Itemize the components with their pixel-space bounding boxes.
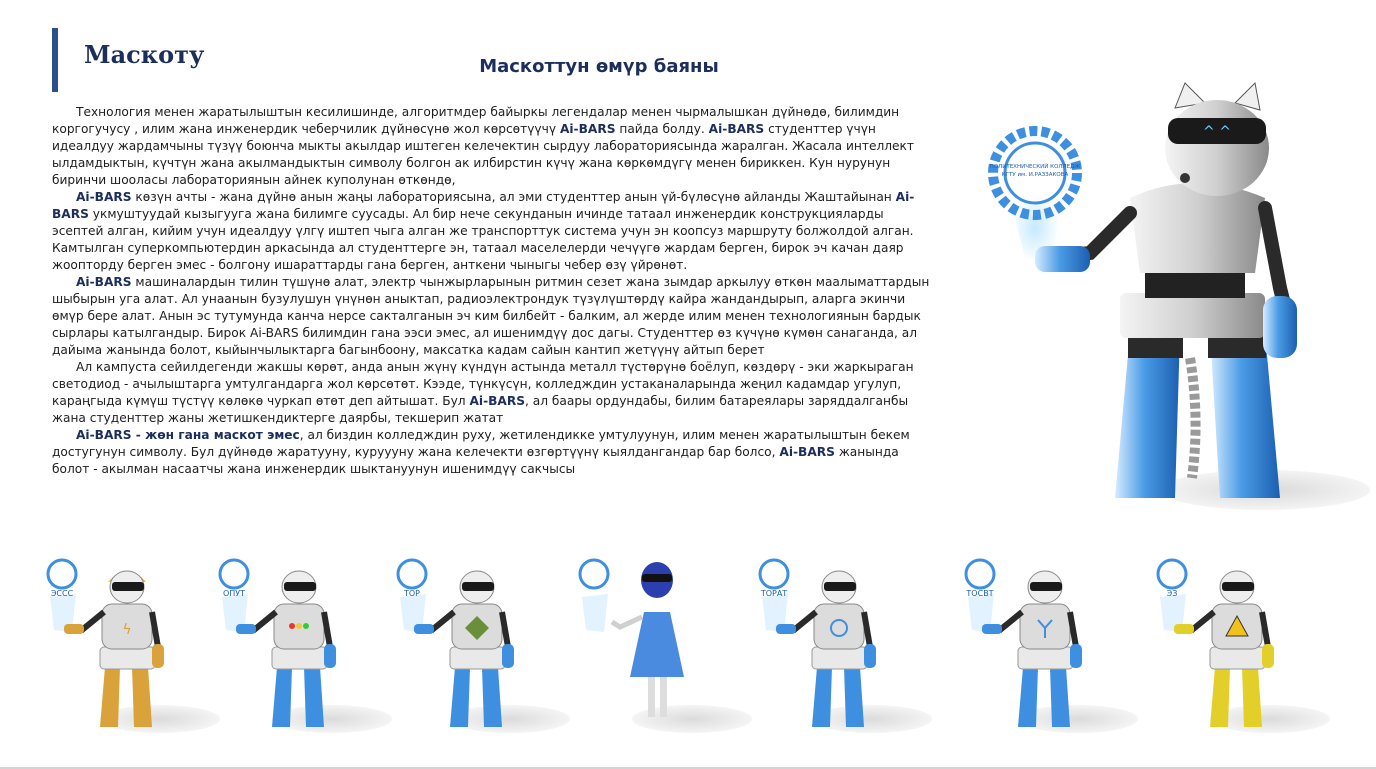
mascot-name: Ai-BARS (52, 190, 915, 221)
hips (812, 647, 867, 669)
mascot-figure (752, 552, 922, 742)
mascot-figure (572, 552, 742, 742)
mascot-name: Ai-BARS (708, 122, 765, 136)
leg (132, 667, 152, 727)
story-text: , ал баары ордундабы, билим батареялары заряддалганбы жана студенттер жаны жетишкендиктерге даярбы, текшерип жатат (52, 394, 909, 425)
arm (1262, 612, 1268, 647)
leg (100, 667, 120, 727)
leg (304, 667, 324, 727)
visor (284, 582, 316, 591)
arm (1070, 612, 1076, 647)
leg (1050, 667, 1070, 727)
story-text: , ал биздин колледждин руху, жетилендикке умтулуунун, илим менен жаратылыштын бекем достугунун символу. Бул дүйнөдө жаратууну, куруууну жана келечекти өзгөртүүнү кыялдангандар бар болсо, (52, 428, 910, 459)
hand (776, 624, 796, 634)
department-logo-icon (398, 560, 426, 588)
arm (864, 612, 870, 647)
mascot-name: Ai-BARS - жөн гана маскот эмес (76, 428, 300, 442)
visor (1222, 582, 1254, 591)
hand (236, 624, 256, 634)
story-text: көзүн ачты - жана дүйнө анын жаңы лабораториясына, ал эми студенттер анын үй-бүлөсүнө айланды Жаштайынан (131, 190, 896, 204)
hero-eyes: ^ ^ (1203, 124, 1231, 140)
department-label: ЭССС (50, 589, 74, 598)
story-paragraph-5 (52, 427, 932, 478)
hero-mascot-illustration (980, 78, 1350, 518)
visor (1030, 582, 1062, 591)
hips (100, 647, 155, 669)
department-label: ОПУТ (222, 589, 246, 598)
dress (630, 612, 684, 677)
leg (1242, 667, 1262, 727)
arm (502, 612, 508, 647)
hand (152, 644, 164, 668)
story-text: Технология менен жаратылыштын кесилишинде, алгоритмдер байыркы легендалар менен чырмалышкан дүйнөдө, билимдин коргогучусу , илим жана инженердик чеберчилик дүйнөсүнө жол көрсөтүүчү (52, 105, 900, 136)
leg (660, 677, 667, 717)
arm (324, 612, 330, 647)
mascot-figure (212, 552, 382, 742)
hand (1174, 624, 1194, 634)
visor (462, 582, 494, 591)
leg (482, 667, 502, 727)
story-text: укмуштуудай кызыгууга жана билимге суусады. Ал бир нече секунданын ичинде татаал инженердик конструкцияларды эсептей алган, кийим учун идеалдуу үлгү иштеп чыга алган же транспорттук система учун эн коопсуз маршруту болжолдой алган. Камтылган суперкомпьютердин аркасында ал студенттерге эн, татаал маселелерди чечүүгө жардам берген, бирок эч качан даяр жоопторду берген эмес - болгону ишараттарды гана берген, анткени чыныгы чебер өзү үйрөнөт. (52, 207, 914, 272)
department-label: ТОР (403, 589, 421, 598)
story-text: Ал кампуста сейилдегенди жакшы көрөт, анда анын жүнү күндүн астында металл түстөрүнө боёлуп, көздөрү - эки жаркыраган светодиод - ачылыштарга умтулгандарга жол көрсөтөт. Кээде, түнкүсүн, колледждин устаканаларында жеңил кадамдар угулуп, караңгыда күмүш түстүү көлөкө чуркап өтөт деп айтышат. Бул (52, 360, 914, 408)
story-text: пайда болду. (615, 122, 709, 136)
hand (982, 624, 1002, 634)
mascot-figure (1150, 552, 1320, 742)
hips (1018, 647, 1073, 669)
visor (112, 582, 144, 591)
visor (642, 574, 672, 582)
arm (612, 617, 642, 627)
leg (844, 667, 864, 727)
leg (1018, 667, 1038, 727)
section-title: Маскоттун өмүр баяны (479, 56, 719, 77)
hand (864, 644, 876, 668)
hero-body (1120, 183, 1265, 338)
hips (272, 647, 327, 669)
arm (152, 612, 158, 647)
svg-text:ϟ: ϟ (122, 622, 132, 638)
mascot-figure (958, 552, 1128, 742)
story-text: студенттер үчүн идеалдуу жардамчыны түзүү боюнча мыкты акылдар иштеген келечектин сырдуу лабораториясында жаралган. Жасала интеллект ылдамдыктын, күчтүн жана акылмандыктын символу болгон ак илбирстин күчү жана көркөмдүгү менен бириккен. Кун нурунун биринчи шооласы лабораториянын айнек куполунан өткөндө, (52, 122, 915, 187)
hand (1262, 644, 1274, 668)
hips (1210, 647, 1265, 669)
chest-emblem-icon (122, 622, 131, 638)
story-text: машиналардын тилин түшүнө алат, электр чынжырларынын ритмин сезет жана зымдар аркылуу өткөн маалыматтардын шыбырын уга алат. Ал унаанын бузулушун үнүнөн аныктап, радиоэлектрондук түзүлүштөрдү кайра жандандырып, аларга экинчи өмүр бере алат. Анын эс тутумунда канча нерсе сакталганын эч ким билбейт - балким, ал жерде илим менен технологиянын бардык сырлары катылгандыр. Бирок Ai-BARS билимдин гана ээси эмес, ал ишенимдүү дос дагы. Студенттер өз күчүнө күмөн санаганда, ал дайыма жанында болот, кыйынчылыктарга багынбоону, максатка кадам сайын кантип жетүүнү айтып берет (52, 275, 930, 357)
mascot-name: Ai-BARS (469, 394, 526, 408)
college-gear-logo (990, 131, 1081, 215)
story-paragraph-3 (52, 274, 932, 359)
story-paragraph-2 (52, 189, 932, 274)
mascot-name: Ai-BARS (76, 275, 132, 289)
department-logo-icon (220, 560, 248, 588)
hand (414, 624, 434, 634)
hand (1070, 644, 1082, 668)
mascot-name: Ai-BARS (779, 445, 835, 459)
leg (1210, 667, 1230, 727)
mascot-figure (40, 552, 210, 742)
page-title: Маскоту (84, 40, 205, 69)
hand (324, 644, 336, 668)
story-paragraph-4 (52, 359, 932, 427)
story-text: жанында болот - акылман насаатчы жана инженердик шыктануунун ишенимдүү сакчысы (52, 445, 899, 476)
mascot-figure (390, 552, 560, 742)
department-logo-icon (48, 560, 76, 588)
torso (814, 604, 864, 649)
hand (502, 644, 514, 668)
mascot-name: Ai-BARS (76, 190, 132, 204)
chest-emblem-icon (289, 623, 309, 629)
mascot-story (52, 104, 932, 478)
hologram-beam (582, 594, 608, 632)
department-logo-icon (1158, 560, 1186, 588)
department-label: ТОСВТ (966, 589, 994, 598)
department-label: ЭЗ (1166, 589, 1178, 598)
title-accent-bar (52, 28, 58, 92)
leg (648, 677, 655, 717)
hero-head (1165, 83, 1269, 196)
story-paragraph-1 (52, 104, 932, 189)
department-label: ТОРАТ (760, 589, 788, 598)
leg (272, 667, 292, 727)
badge-text-line2: КГТУ им. И.РАЗЗАКОВА (1001, 172, 1069, 178)
visor (824, 582, 856, 591)
leg (812, 667, 832, 727)
hips (450, 647, 505, 669)
department-logo-icon (760, 560, 788, 588)
hero-tail (1190, 358, 1196, 478)
department-logo-icon (580, 560, 608, 588)
leg (450, 667, 470, 727)
mascot-name: Ai-BARS (559, 122, 616, 136)
department-logo-icon (966, 560, 994, 588)
badge-text-line1: ПОЛИТЕХНИЧЕСКИЙ КОЛЛЕДЖ (989, 164, 1081, 170)
hand (64, 624, 84, 634)
